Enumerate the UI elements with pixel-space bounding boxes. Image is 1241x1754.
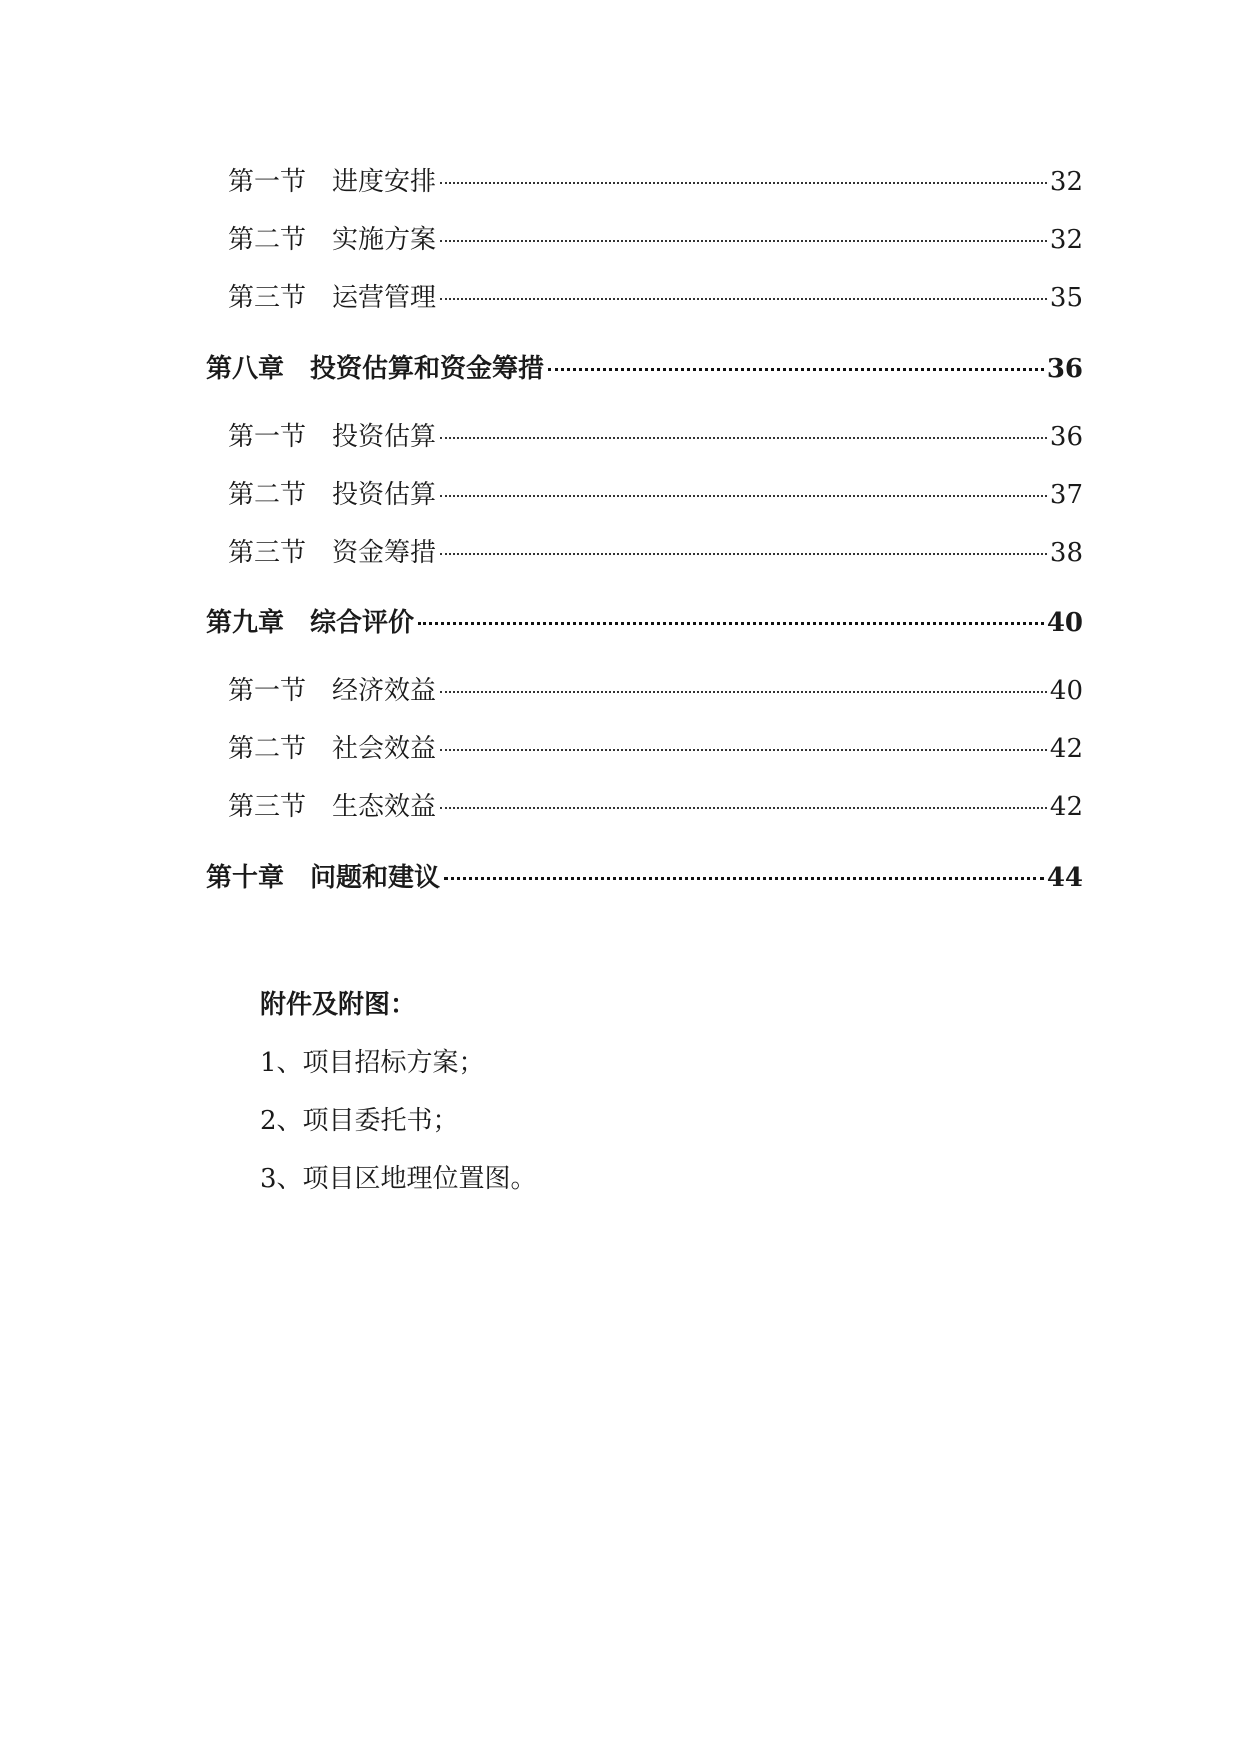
toc-chapter-number: 第八章 — [206, 354, 285, 384]
toc-entry[interactable] — [228, 161, 1083, 198]
toc-chapter-page: 36 — [1046, 354, 1083, 384]
toc-entry[interactable] — [228, 728, 1083, 765]
dot-leader — [440, 807, 1047, 809]
toc-entry[interactable] — [228, 670, 1083, 707]
toc-entry-page: 32 — [1049, 225, 1083, 255]
dot-leader — [440, 749, 1047, 751]
toc-entry-title: 投资估算 — [332, 422, 437, 452]
toc-entry-number: 第三节 — [228, 538, 307, 568]
toc-entry-number: 第二节 — [228, 734, 307, 764]
toc-chapter-title: 投资估算和资金筹措 — [310, 354, 545, 384]
dot-leader — [548, 368, 1044, 371]
toc-entry[interactable] — [228, 416, 1083, 453]
toc-entry-number: 第二节 — [228, 225, 307, 255]
dot-leader — [444, 877, 1044, 880]
toc-entry-page: 38 — [1049, 538, 1083, 568]
toc-entry-page: 42 — [1049, 792, 1083, 822]
dot-leader — [440, 182, 1047, 184]
toc-entry-number: 第二节 — [228, 480, 307, 510]
toc-entry-number: 第一节 — [228, 422, 307, 452]
dot-leader — [440, 298, 1047, 300]
toc-entry-page: 37 — [1049, 480, 1083, 510]
toc-entry-page: 35 — [1049, 283, 1083, 313]
dot-leader — [440, 691, 1047, 693]
toc-chapter[interactable] — [206, 857, 1083, 894]
toc-entry-number: 第三节 — [228, 792, 307, 822]
toc-entry-number: 第一节 — [228, 167, 307, 197]
toc-chapter-page: 40 — [1046, 608, 1083, 638]
attachments-heading: 附件及附图： — [260, 990, 417, 1020]
toc-entry-number: 第三节 — [228, 283, 307, 313]
toc-entry-title: 运营管理 — [332, 283, 437, 313]
toc-entry-title: 资金筹措 — [332, 538, 437, 568]
dot-leader — [440, 553, 1047, 555]
toc-entry-title: 经济效益 — [332, 676, 437, 706]
dot-leader — [440, 437, 1047, 439]
toc-entry-number: 第一节 — [228, 676, 307, 706]
dot-leader — [440, 495, 1047, 497]
toc-entry[interactable] — [228, 474, 1083, 511]
toc-entry-title: 生态效益 — [332, 792, 437, 822]
toc-entry-page: 36 — [1049, 422, 1083, 452]
attachment-item: 2、项目委托书； — [260, 1106, 459, 1136]
toc-entry-page: 42 — [1049, 734, 1083, 764]
toc-entry-title: 实施方案 — [332, 225, 437, 255]
toc-chapter-title: 综合评价 — [310, 608, 415, 638]
toc-chapter-number: 第十章 — [206, 863, 285, 893]
toc-chapter[interactable] — [206, 602, 1083, 639]
toc-entry-title: 社会效益 — [332, 734, 437, 764]
toc-entry[interactable] — [228, 786, 1083, 823]
toc-chapter[interactable] — [206, 348, 1083, 385]
dot-leader — [440, 240, 1047, 242]
toc-entry-page: 32 — [1049, 167, 1083, 197]
toc-entry-title: 进度安排 — [332, 167, 437, 197]
toc-entry[interactable] — [228, 219, 1083, 256]
toc-entry[interactable] — [228, 277, 1083, 314]
toc-chapter-title: 问题和建议 — [310, 863, 441, 893]
toc-chapter-page: 44 — [1046, 863, 1083, 893]
attachment-item: 1、项目招标方案； — [260, 1048, 485, 1078]
dot-leader — [418, 622, 1044, 625]
toc-entry[interactable] — [228, 532, 1083, 569]
toc-entry-title: 投资估算 — [332, 480, 437, 510]
attachment-item: 3、项目区地理位置图。 — [260, 1164, 537, 1194]
toc-chapter-number: 第九章 — [206, 608, 285, 638]
toc-entry-page: 40 — [1049, 676, 1083, 706]
